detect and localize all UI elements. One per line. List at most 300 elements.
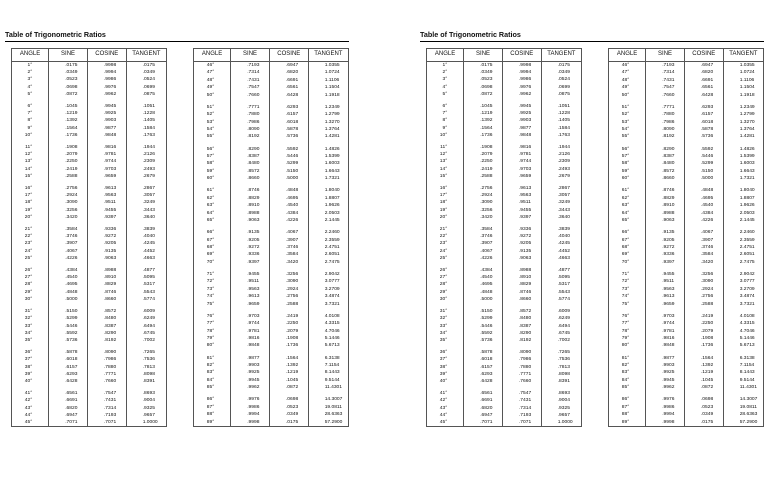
angle-cell: 49° bbox=[194, 84, 231, 91]
angle-cell: 40° bbox=[12, 378, 49, 385]
sine-cell: .1045 bbox=[464, 103, 503, 110]
angle-cell: 37° bbox=[427, 356, 464, 363]
cosine-cell: .9336 bbox=[502, 226, 541, 233]
trig-table-angles-46-89 bbox=[608, 48, 764, 427]
cosine-cell: .1564 bbox=[684, 355, 723, 362]
cosine-cell: .6157 bbox=[269, 111, 308, 118]
sine-cell: .9659 bbox=[231, 300, 270, 307]
table-row bbox=[194, 168, 349, 175]
tangent-cell: .0875 bbox=[541, 91, 581, 98]
angle-cell: 39° bbox=[12, 371, 49, 378]
angle-cell: 62° bbox=[609, 195, 646, 202]
angle-cell: 49° bbox=[609, 84, 646, 91]
cosine-cell: .8572 bbox=[87, 308, 126, 315]
sine-cell: .8988 bbox=[231, 209, 270, 216]
table-row bbox=[427, 62, 582, 70]
angle-cell: 45° bbox=[427, 419, 464, 427]
header-sine: SINE bbox=[646, 49, 685, 62]
tangent-cell: 1.1504 bbox=[723, 84, 763, 91]
angle-cell: 26° bbox=[12, 267, 49, 274]
angle-cell: 9° bbox=[427, 125, 464, 132]
cosine-cell: .0349 bbox=[269, 411, 308, 418]
tangent-cell: 7.1154 bbox=[308, 362, 348, 369]
table-row bbox=[12, 117, 167, 124]
sine-cell: .6018 bbox=[49, 356, 88, 363]
table-row bbox=[12, 84, 167, 91]
angle-cell: 56° bbox=[609, 146, 646, 153]
sine-cell: .8988 bbox=[646, 209, 685, 216]
angle-cell: 16° bbox=[12, 185, 49, 192]
cosine-cell: .8090 bbox=[87, 349, 126, 356]
table-row bbox=[609, 335, 764, 342]
table-row bbox=[609, 300, 764, 307]
sine-cell: .6561 bbox=[49, 390, 88, 397]
angle-cell: 74° bbox=[194, 293, 231, 300]
cosine-cell: .3584 bbox=[269, 251, 308, 258]
table-row bbox=[194, 153, 349, 160]
tangent-cell: .7265 bbox=[541, 349, 581, 356]
angle-cell: 35° bbox=[12, 337, 49, 344]
cosine-cell: .3746 bbox=[269, 244, 308, 251]
sine-cell: .9903 bbox=[231, 362, 270, 369]
table-row bbox=[12, 166, 167, 173]
sine-cell: .8572 bbox=[646, 168, 685, 175]
tangent-cell: .0524 bbox=[541, 76, 581, 83]
table-row bbox=[194, 202, 349, 209]
table-row bbox=[427, 255, 582, 262]
tangent-cell: .0875 bbox=[126, 91, 166, 98]
table-row bbox=[194, 91, 349, 98]
tangent-cell: .1051 bbox=[126, 103, 166, 110]
table-row bbox=[609, 175, 764, 182]
tangent-cell: .3443 bbox=[541, 207, 581, 214]
sine-cell: .9563 bbox=[231, 286, 270, 293]
angle-cell: 46° bbox=[194, 62, 231, 70]
tangent-cell: .1405 bbox=[541, 117, 581, 124]
angle-cell: 12° bbox=[12, 151, 49, 158]
tangent-cell: 3.2709 bbox=[723, 286, 763, 293]
table-row bbox=[194, 126, 349, 133]
table-row bbox=[194, 377, 349, 384]
table-row bbox=[194, 362, 349, 369]
tangent-cell: 4.7046 bbox=[723, 328, 763, 335]
header-tangent: TANGENT bbox=[308, 49, 348, 62]
sine-cell: .8090 bbox=[231, 126, 270, 133]
tangent-cell: .1584 bbox=[541, 125, 581, 132]
table-header-row bbox=[609, 49, 764, 62]
angle-cell: 18° bbox=[427, 199, 464, 206]
table-row bbox=[12, 267, 167, 274]
angle-cell: 89° bbox=[609, 418, 646, 426]
sine-cell: .8480 bbox=[231, 160, 270, 167]
cosine-cell: .9659 bbox=[87, 173, 126, 180]
table-row bbox=[12, 364, 167, 371]
cosine-cell: .9744 bbox=[502, 158, 541, 165]
cosine-cell: .9781 bbox=[502, 151, 541, 158]
angle-cell: 77° bbox=[194, 320, 231, 327]
tangent-cell: .2493 bbox=[126, 166, 166, 173]
table-row bbox=[609, 244, 764, 251]
sine-cell: .8290 bbox=[231, 146, 270, 153]
sine-cell: .0872 bbox=[49, 91, 88, 98]
cosine-cell: .7986 bbox=[87, 356, 126, 363]
cosine-cell: .4226 bbox=[269, 217, 308, 224]
tangent-cell: 14.3007 bbox=[723, 396, 763, 403]
sine-cell: .8290 bbox=[646, 146, 685, 153]
tangent-cell: 1.9626 bbox=[308, 202, 348, 209]
table-row bbox=[609, 278, 764, 285]
angle-cell: 52° bbox=[194, 111, 231, 118]
cosine-cell: .9998 bbox=[87, 62, 126, 70]
angle-cell: 56° bbox=[194, 146, 231, 153]
tangent-cell: .2493 bbox=[541, 166, 581, 173]
tangent-cell: .3249 bbox=[126, 199, 166, 206]
table-row bbox=[194, 187, 349, 194]
sine-cell: .8910 bbox=[231, 202, 270, 209]
sine-cell: .8829 bbox=[646, 195, 685, 202]
sine-cell: .6691 bbox=[49, 397, 88, 404]
cosine-cell: .4384 bbox=[269, 209, 308, 216]
angle-cell: 71° bbox=[609, 271, 646, 278]
angle-cell: 14° bbox=[12, 166, 49, 173]
sine-cell: .6947 bbox=[464, 412, 503, 419]
cosine-cell: .6428 bbox=[684, 91, 723, 98]
angle-cell: 19° bbox=[12, 207, 49, 214]
angle-cell: 74° bbox=[609, 293, 646, 300]
sine-cell: .9511 bbox=[646, 278, 685, 285]
cosine-cell: .7547 bbox=[87, 390, 126, 397]
sine-cell: .9877 bbox=[231, 355, 270, 362]
sine-cell: .4226 bbox=[49, 255, 88, 262]
angle-cell: 25° bbox=[427, 255, 464, 262]
table-row bbox=[12, 337, 167, 344]
tangent-cell: .2126 bbox=[126, 151, 166, 158]
tangent-cell: 1.8040 bbox=[308, 187, 348, 194]
cosine-cell: .4848 bbox=[269, 187, 308, 194]
cosine-cell: .9563 bbox=[87, 192, 126, 199]
tangent-cell: 3.0777 bbox=[723, 278, 763, 285]
angle-cell: 69° bbox=[194, 251, 231, 258]
cosine-cell: .4540 bbox=[269, 202, 308, 209]
angle-cell: 37° bbox=[12, 356, 49, 363]
cosine-cell: .9976 bbox=[502, 84, 541, 91]
sine-cell: .9877 bbox=[646, 355, 685, 362]
sine-cell: .0349 bbox=[49, 69, 88, 76]
cosine-cell: .9563 bbox=[502, 192, 541, 199]
table-row bbox=[12, 62, 167, 70]
cosine-cell: .2079 bbox=[269, 328, 308, 335]
angle-cell: 1° bbox=[427, 62, 464, 70]
angle-cell: 62° bbox=[194, 195, 231, 202]
tangent-cell: .2126 bbox=[541, 151, 581, 158]
cosine-cell: .5736 bbox=[684, 133, 723, 140]
sine-cell: .4695 bbox=[464, 281, 503, 288]
sine-cell: .9613 bbox=[231, 293, 270, 300]
sine-cell: .9205 bbox=[231, 237, 270, 244]
cosine-cell: .3090 bbox=[684, 278, 723, 285]
table-row bbox=[609, 411, 764, 418]
angle-cell: 72° bbox=[609, 278, 646, 285]
cosine-cell: .9945 bbox=[502, 103, 541, 110]
page-title: Table of Trigonometric Ratios bbox=[420, 30, 764, 42]
sine-cell: .2250 bbox=[464, 158, 503, 165]
angle-cell: 86° bbox=[609, 396, 646, 403]
sine-cell: .9613 bbox=[646, 293, 685, 300]
sine-cell: .8480 bbox=[646, 160, 685, 167]
cosine-cell: .7193 bbox=[87, 412, 126, 419]
tangent-cell: .3839 bbox=[541, 226, 581, 233]
sine-cell: .7193 bbox=[231, 62, 270, 70]
tangent-cell: .6745 bbox=[126, 330, 166, 337]
cosine-cell: .1392 bbox=[269, 362, 308, 369]
table-row bbox=[12, 151, 167, 158]
table-row bbox=[609, 286, 764, 293]
tangent-cell: .7813 bbox=[126, 364, 166, 371]
sine-cell: .3256 bbox=[49, 207, 88, 214]
tangent-cell: 2.2460 bbox=[723, 229, 763, 236]
sine-cell: .8660 bbox=[646, 175, 685, 182]
table-row bbox=[609, 396, 764, 403]
tangent-cell: 1.6003 bbox=[308, 160, 348, 167]
tangent-cell: .5095 bbox=[126, 274, 166, 281]
table-row bbox=[12, 132, 167, 139]
table-row bbox=[427, 330, 582, 337]
cosine-cell: .9135 bbox=[502, 248, 541, 255]
sine-cell: .6293 bbox=[464, 371, 503, 378]
table-row bbox=[609, 209, 764, 216]
cosine-cell: .6947 bbox=[684, 62, 723, 70]
table-row bbox=[194, 119, 349, 126]
tangent-cell: .0699 bbox=[541, 84, 581, 91]
angle-cell: 19° bbox=[427, 207, 464, 214]
sine-cell: .0523 bbox=[464, 76, 503, 83]
sine-cell: .6561 bbox=[464, 390, 503, 397]
table-row bbox=[194, 195, 349, 202]
cosine-cell: .9994 bbox=[502, 69, 541, 76]
table-row bbox=[427, 207, 582, 214]
table-row bbox=[194, 62, 349, 70]
cosine-cell: .8192 bbox=[502, 337, 541, 344]
sine-cell: .6157 bbox=[464, 364, 503, 371]
sine-cell: .3584 bbox=[464, 226, 503, 233]
tangent-cell: .3839 bbox=[126, 226, 166, 233]
angle-cell: 50° bbox=[609, 91, 646, 98]
sine-cell: .3907 bbox=[49, 240, 88, 247]
sine-cell: .7986 bbox=[231, 119, 270, 126]
angle-cell: 38° bbox=[427, 364, 464, 371]
tangent-cell: 2.4751 bbox=[723, 244, 763, 251]
tangent-cell: 2.9042 bbox=[308, 271, 348, 278]
cosine-cell: .8387 bbox=[87, 323, 126, 330]
table-row bbox=[427, 125, 582, 132]
cosine-cell: .2756 bbox=[684, 293, 723, 300]
angle-cell: 76° bbox=[609, 313, 646, 320]
angle-cell: 66° bbox=[194, 229, 231, 236]
sine-cell: .9744 bbox=[231, 320, 270, 327]
angle-cell: 67° bbox=[609, 237, 646, 244]
table-row bbox=[427, 296, 582, 303]
cosine-cell: .9659 bbox=[502, 173, 541, 180]
tangent-cell: 2.6051 bbox=[723, 251, 763, 258]
angle-cell: 4° bbox=[427, 84, 464, 91]
cosine-cell: .6691 bbox=[269, 77, 308, 84]
table-row bbox=[609, 111, 764, 118]
angle-cell: 59° bbox=[609, 168, 646, 175]
table-row bbox=[427, 110, 582, 117]
sine-cell: .4067 bbox=[49, 248, 88, 255]
sine-cell: .8192 bbox=[646, 133, 685, 140]
sine-cell: .5299 bbox=[49, 315, 88, 322]
sine-cell: .9781 bbox=[646, 328, 685, 335]
cosine-cell: .1736 bbox=[684, 342, 723, 349]
table-row bbox=[12, 323, 167, 330]
angle-cell: 63° bbox=[194, 202, 231, 209]
tangent-cell: 1.1918 bbox=[723, 91, 763, 98]
header-cosine: COSINE bbox=[684, 49, 723, 62]
angle-cell: 8° bbox=[12, 117, 49, 124]
sine-cell: .6293 bbox=[49, 371, 88, 378]
table-header-row bbox=[12, 49, 167, 62]
tangent-cell: 2.6051 bbox=[308, 251, 348, 258]
sine-cell: .9816 bbox=[231, 335, 270, 342]
cosine-cell: .0175 bbox=[269, 418, 308, 426]
table-row bbox=[609, 119, 764, 126]
cosine-cell: .9613 bbox=[87, 185, 126, 192]
table-row bbox=[609, 342, 764, 349]
tangent-cell: .6009 bbox=[126, 308, 166, 315]
sine-cell: .5446 bbox=[464, 323, 503, 330]
tangent-cell: 28.6363 bbox=[723, 411, 763, 418]
angle-cell: 20° bbox=[12, 214, 49, 221]
angle-cell: 85° bbox=[194, 384, 231, 391]
cosine-cell: .5150 bbox=[684, 168, 723, 175]
header-angle: ANGLE bbox=[194, 49, 231, 62]
table-row bbox=[12, 103, 167, 110]
table-row bbox=[194, 175, 349, 182]
angle-cell: 41° bbox=[12, 390, 49, 397]
sine-cell: .9455 bbox=[231, 271, 270, 278]
table-row bbox=[194, 293, 349, 300]
tangent-cell: .1584 bbox=[126, 125, 166, 132]
table-row bbox=[194, 133, 349, 140]
cosine-cell: .6428 bbox=[269, 91, 308, 98]
sine-cell: .2588 bbox=[464, 173, 503, 180]
angle-cell: 38° bbox=[12, 364, 49, 371]
table-row bbox=[609, 237, 764, 244]
angle-cell: 40° bbox=[427, 378, 464, 385]
tangent-cell: 1.3270 bbox=[308, 119, 348, 126]
header-angle: ANGLE bbox=[609, 49, 646, 62]
table-row bbox=[427, 308, 582, 315]
tangent-cell: 5.6713 bbox=[308, 342, 348, 349]
cosine-cell: .9336 bbox=[87, 226, 126, 233]
tangent-cell: .5774 bbox=[126, 296, 166, 303]
sine-cell: .8572 bbox=[231, 168, 270, 175]
angle-cell: 85° bbox=[609, 384, 646, 391]
angle-cell: 18° bbox=[12, 199, 49, 206]
sine-cell: .7071 bbox=[49, 419, 88, 427]
cosine-cell: .5000 bbox=[684, 175, 723, 182]
cosine-cell: .5878 bbox=[269, 126, 308, 133]
cosine-cell: .1908 bbox=[684, 335, 723, 342]
table-row bbox=[609, 133, 764, 140]
header-cosine: COSINE bbox=[87, 49, 126, 62]
tangent-cell: 1.1504 bbox=[308, 84, 348, 91]
header-tangent: TANGENT bbox=[723, 49, 763, 62]
tangent-cell: .4877 bbox=[541, 267, 581, 274]
sine-cell: .9336 bbox=[231, 251, 270, 258]
cosine-cell: .2588 bbox=[684, 300, 723, 307]
table-row bbox=[427, 240, 582, 247]
table-row bbox=[12, 240, 167, 247]
table-row bbox=[194, 278, 349, 285]
tangent-cell: 9.5144 bbox=[723, 377, 763, 384]
tangent-cell: .4452 bbox=[126, 248, 166, 255]
angle-cell: 33° bbox=[427, 323, 464, 330]
sine-cell: .6157 bbox=[49, 364, 88, 371]
angle-cell: 88° bbox=[194, 411, 231, 418]
sine-cell: .3090 bbox=[49, 199, 88, 206]
angle-cell: 24° bbox=[12, 248, 49, 255]
cosine-cell: .7314 bbox=[87, 405, 126, 412]
angle-cell: 10° bbox=[427, 132, 464, 139]
table-row bbox=[12, 371, 167, 378]
cosine-cell: .5736 bbox=[269, 133, 308, 140]
cosine-cell: .9986 bbox=[87, 76, 126, 83]
angle-cell: 46° bbox=[609, 62, 646, 70]
tangent-cell: .6494 bbox=[126, 323, 166, 330]
tangent-cell: .3640 bbox=[541, 214, 581, 221]
tangent-cell: 2.9042 bbox=[723, 271, 763, 278]
cosine-cell: .4695 bbox=[269, 195, 308, 202]
sine-cell: .1908 bbox=[49, 144, 88, 151]
header-angle: ANGLE bbox=[12, 49, 49, 62]
tangent-cell: 1.1918 bbox=[308, 91, 348, 98]
angle-cell: 41° bbox=[427, 390, 464, 397]
sine-cell: .3420 bbox=[49, 214, 88, 221]
cosine-cell: .1564 bbox=[269, 355, 308, 362]
table-row bbox=[12, 397, 167, 404]
table-row bbox=[12, 110, 167, 117]
cosine-cell: .4067 bbox=[684, 229, 723, 236]
cosine-cell: .0523 bbox=[269, 404, 308, 411]
cosine-cell: .9272 bbox=[87, 233, 126, 240]
angle-cell: 72° bbox=[194, 278, 231, 285]
sine-cell: .3907 bbox=[464, 240, 503, 247]
tangent-cell: 3.4874 bbox=[723, 293, 763, 300]
tangent-cell: 2.1445 bbox=[723, 217, 763, 224]
tangent-cell: .7265 bbox=[126, 349, 166, 356]
tangent-cell: .5543 bbox=[541, 289, 581, 296]
cosine-cell: .7660 bbox=[87, 378, 126, 385]
sine-cell: .5736 bbox=[464, 337, 503, 344]
sine-cell: .1564 bbox=[464, 125, 503, 132]
sine-cell: .5299 bbox=[464, 315, 503, 322]
angle-cell: 30° bbox=[12, 296, 49, 303]
trig-table-angles-46-89 bbox=[193, 48, 349, 427]
cosine-cell: .8192 bbox=[87, 337, 126, 344]
tangent-cell: .2867 bbox=[541, 185, 581, 192]
sine-cell: .6428 bbox=[49, 378, 88, 385]
cosine-cell: .9816 bbox=[87, 144, 126, 151]
table-row bbox=[609, 355, 764, 362]
table-row bbox=[194, 320, 349, 327]
angle-cell: 83° bbox=[194, 369, 231, 376]
angle-cell: 5° bbox=[427, 91, 464, 98]
table-row bbox=[427, 103, 582, 110]
tangent-cell: .7536 bbox=[126, 356, 166, 363]
sine-cell: .9659 bbox=[646, 300, 685, 307]
